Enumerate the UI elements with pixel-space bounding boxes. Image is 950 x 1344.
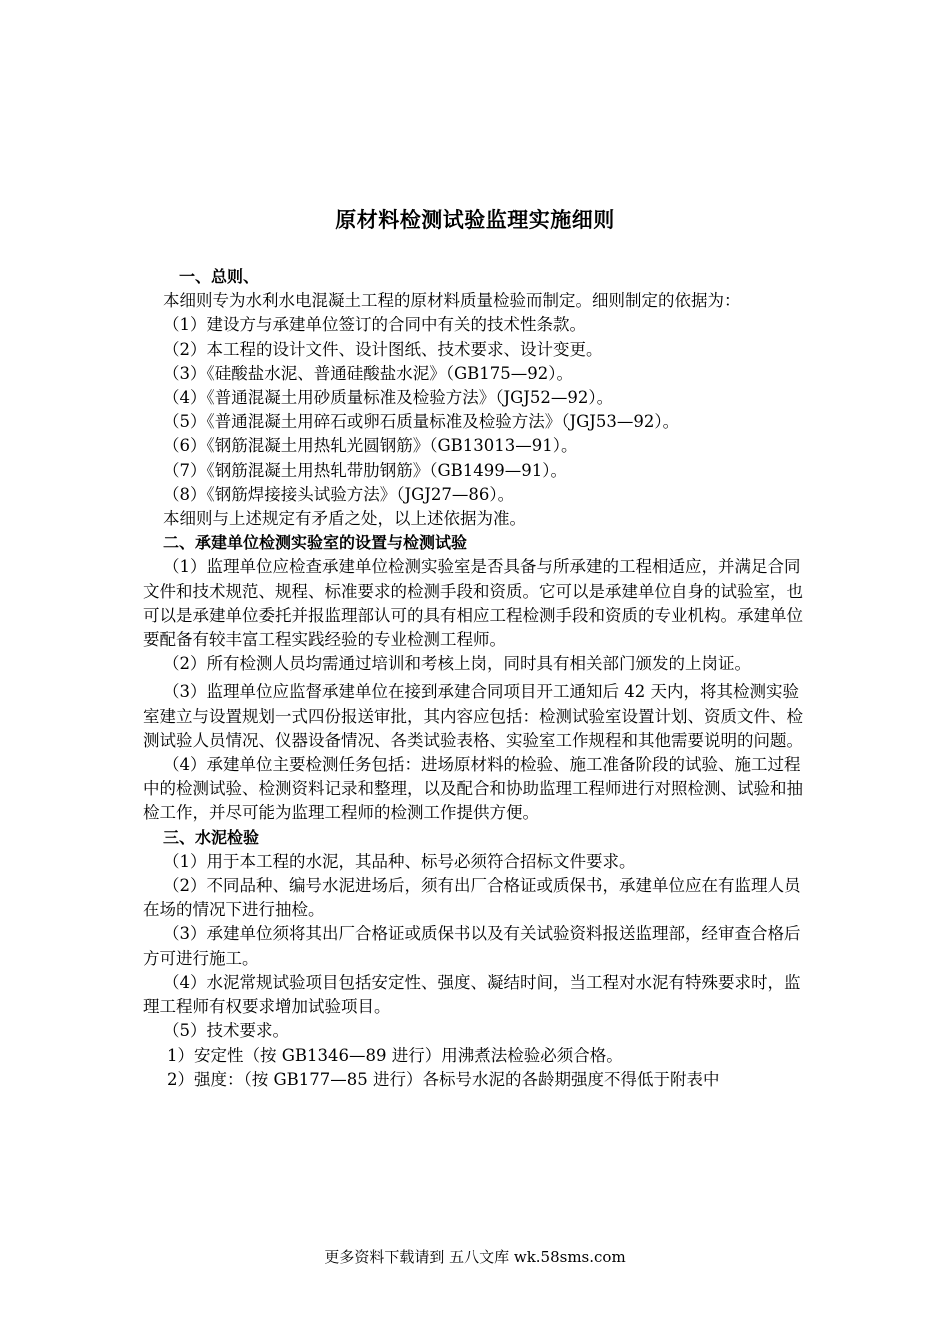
basis-item-7: （7）《钢筋混凝土用热轧带肋钢筋》（GB1499—91）。 [163,460,568,480]
section-1-closing: 本细则与上述规定有矛盾之处，以上述依据为准。 [163,509,526,529]
page-footer: 更多资料下载请到 五八文库 wk.58sms.com [324,1248,626,1266]
lab-item-1: （1）监理单位应检查承建单位检测实验室是否具备与所承建的工程相适应，并满足合同文件和技术规范、规程、标准要求的检测手段和资质。它可以是承建单位自身的试验室，也可以是承建单位委托并报监理部认可的具有相应工程检测手段和资质的专业机构。承建单位要配备有较丰富工程实践经验的专业检测工程师。 [143,557,803,650]
basis-item-1: （1）建设方与承建单位签订的合同中有关的技术性条款。 [163,315,586,335]
document-title: 原材料检测试验监理实施细则 [335,208,615,232]
lab-item-4: （4）承建单位主要检测任务包括：进场原材料的检验、施工准备阶段的试验、施工过程中的检测试验、检测资料记录和整理，以及配合和协助监理工程师进行对照检测、试验和抽检工作，并尽可能为监理工程师的检测工作提供方便。 [143,755,803,823]
cement-item-4: （4）水泥常规试验项目包括安定性、强度、凝结时间，当工程对水泥有特殊要求时，监理工程师有权要求增加试验项目。 [143,972,801,1017]
basis-item-8: （8）《钢筋焊接接头试验方法》（JGJ27—86）。 [163,484,515,504]
section-3-heading: 三、水泥检验 [163,827,260,847]
section-2-heading: 二、承建单位检测实验室的设置与检测试验 [163,533,468,553]
basis-item-3: （3）《硅酸盐水泥、普通硅酸盐水泥》（GB175—92）。 [163,363,574,383]
document-body [143,265,807,1092]
cement-item-5: （5）技术要求。 [163,1021,289,1041]
section-1-heading: 一、总则、 [179,267,260,286]
section-1-intro: 本细则专为水利水电混凝土工程的原材料质量检验而制定。细则制定的依据为： [163,291,741,311]
basis-item-4: （4）《普通混凝土用砂质量标准及检验方法》（JGJ52—92）。 [163,388,614,408]
cement-item-1: （1）用于本工程的水泥，其品种、标号必须符合招标文件要求。 [163,851,636,871]
cement-item-3: （3）承建单位须将其出厂合格证或质保书以及有关试验资料报送监理部，经审查合格后方可进行施工。 [143,924,801,968]
basis-item-5: （5）《普通混凝土用碎石或卵石质量标准及检验方法》（JGJ53—92）。 [163,412,680,432]
lab-item-2: （2）所有检测人员均需通过培训和考核上岗，同时具有相关部门颁发的上岗证。 [163,654,751,674]
cement-subitem-2: 2）强度：（按 GB177—85 进行）各标号水泥的各龄期强度不得低于附表中 [167,1069,720,1089]
basis-item-6: （6）《钢筋混凝土用热轧光圆钢筋》（GB13013—91）。 [163,436,578,456]
lab-item-3: （3）监理单位应监督承建单位在接到承建合同项目开工通知后 42 天内，将其检测实验室建立与设置规划一式四份报送审批，其内容应包括：检测试验室设置计划、资质文件、检测试验人员情况、仪器设备情况、各类试验表格、实验室工作规程和其他需要说明的问题。 [143,682,803,750]
cement-item-2: （2）不同品种、编号水泥进场后，须有出厂合格证或质保书，承建单位应在有监理人员在场的情况下进行抽检。 [143,876,801,920]
basis-item-2: （2）本工程的设计文件、设计图纸、技术要求、设计变更。 [163,339,603,359]
cement-subitem-1: 1）安定性（按 GB1346—89 进行）用沸煮法检验必须合格。 [167,1045,623,1065]
